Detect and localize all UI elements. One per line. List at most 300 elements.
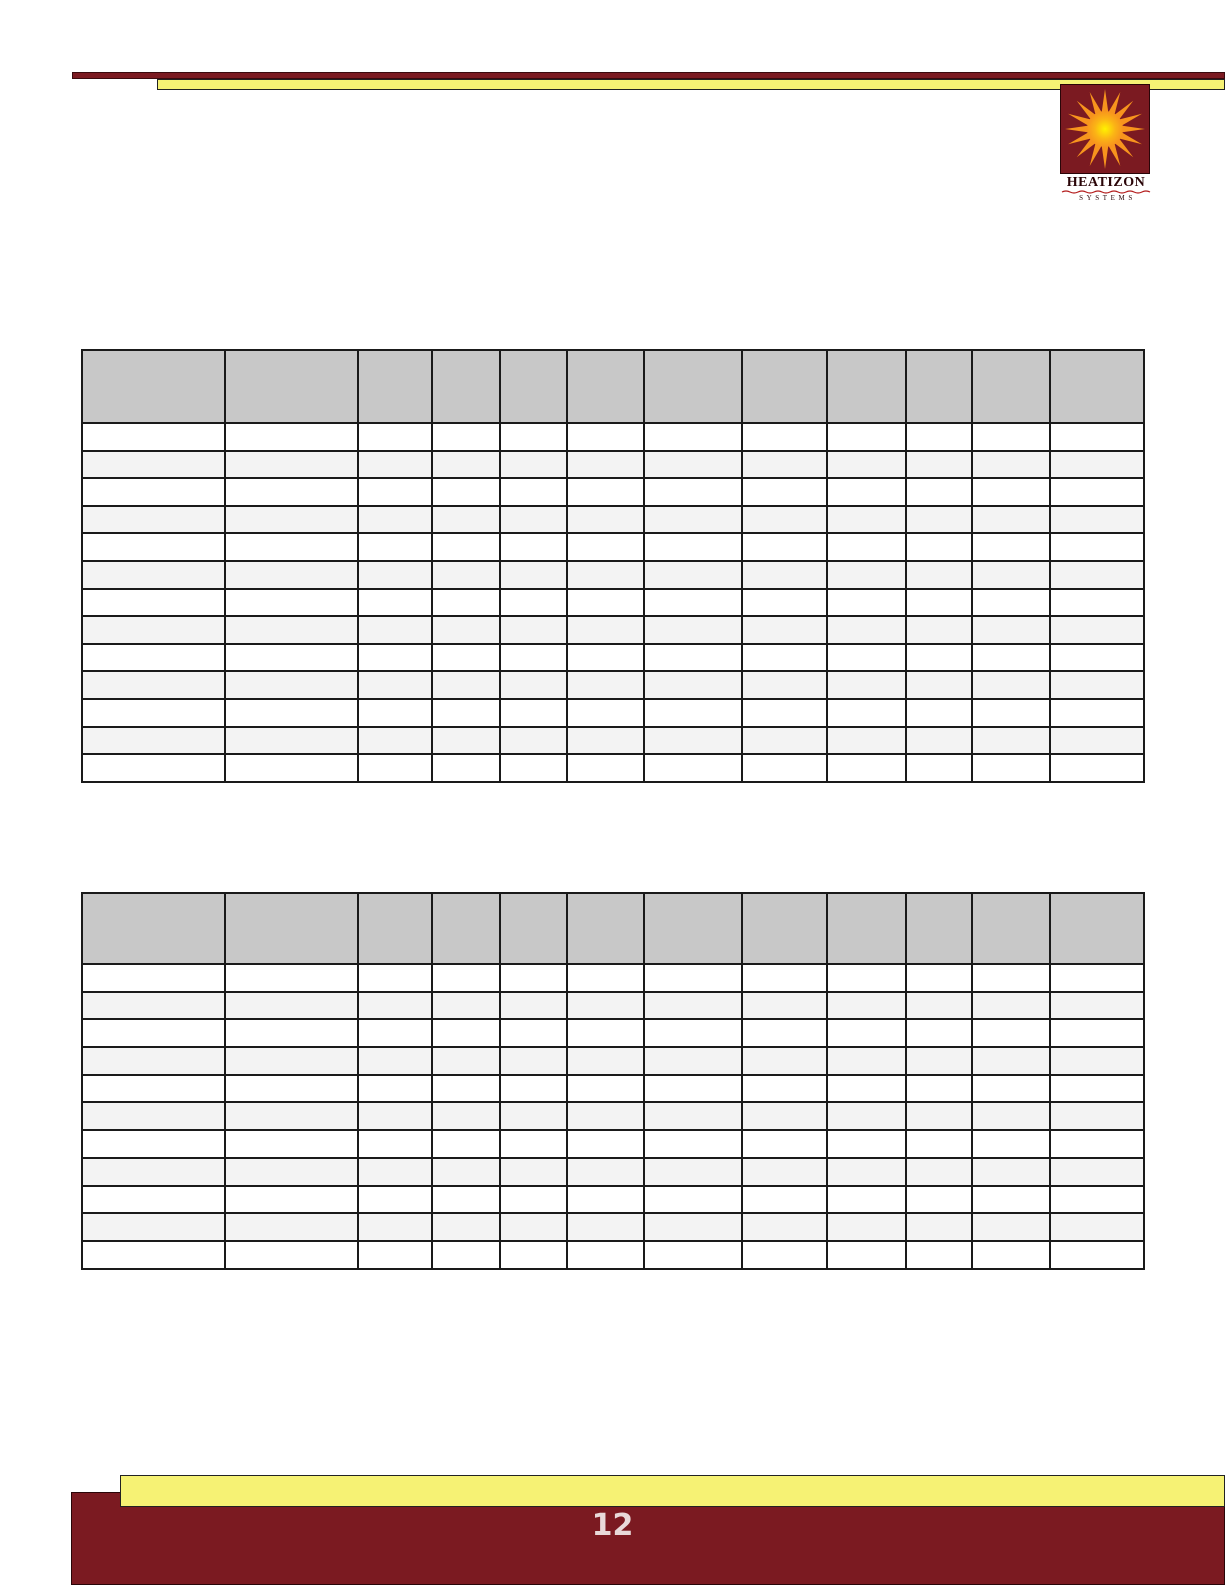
table-cell (358, 1130, 432, 1158)
table-cell (432, 992, 500, 1020)
table-cell (1050, 616, 1144, 644)
table-cell (567, 533, 644, 561)
header-cell (742, 893, 827, 964)
table-cell (82, 671, 225, 699)
table-cell (225, 644, 358, 672)
table-cell (225, 699, 358, 727)
table-cell (82, 1186, 225, 1214)
table-cell (906, 1158, 972, 1186)
table-cell (827, 1241, 906, 1269)
table-cell (432, 1213, 500, 1241)
table-cell (432, 1186, 500, 1214)
table-cell (500, 671, 567, 699)
table-row (82, 561, 1144, 589)
table-cell (432, 644, 500, 672)
table-cell (567, 992, 644, 1020)
table-cell (1050, 1130, 1144, 1158)
table-cell (742, 616, 827, 644)
table-cell (500, 727, 567, 755)
table-cell (827, 561, 906, 589)
table-cell (82, 506, 225, 534)
table-cell (972, 671, 1050, 699)
table-cell (906, 1047, 972, 1075)
header-cell (500, 893, 567, 964)
table-cell (1050, 699, 1144, 727)
table-cell (742, 1019, 827, 1047)
table-cell (906, 1075, 972, 1103)
table-cell (225, 533, 358, 561)
table-cell (972, 754, 1050, 782)
table-cell (500, 1019, 567, 1047)
table-cell (742, 1047, 827, 1075)
table-cell (1050, 506, 1144, 534)
table-row (82, 1019, 1144, 1047)
header-cell (82, 350, 225, 423)
table-cell (972, 699, 1050, 727)
table-cell (742, 423, 827, 451)
table-cell (827, 727, 906, 755)
table-cell (972, 506, 1050, 534)
table-cell (432, 1075, 500, 1103)
table-cell (827, 1158, 906, 1186)
table-cell (225, 727, 358, 755)
table-cell (500, 992, 567, 1020)
table-cell (500, 478, 567, 506)
table-cell (972, 1213, 1050, 1241)
table-cell (358, 561, 432, 589)
table-cell (1050, 1047, 1144, 1075)
table-row (82, 1130, 1144, 1158)
table-cell (358, 964, 432, 992)
table-cell (906, 992, 972, 1020)
table-cell (742, 589, 827, 617)
table-cell (358, 1102, 432, 1130)
header-cell (225, 350, 358, 423)
table-cell (358, 1158, 432, 1186)
table-cell (644, 616, 742, 644)
table-cell (432, 478, 500, 506)
table-cell (827, 1075, 906, 1103)
table-cell (972, 616, 1050, 644)
table-cell (432, 589, 500, 617)
logo-box (1060, 84, 1150, 174)
table-cell (358, 727, 432, 755)
table-cell (906, 727, 972, 755)
table-cell (500, 561, 567, 589)
page-number: 12 (591, 1508, 634, 1543)
table-cell (1050, 754, 1144, 782)
header-cell (972, 350, 1050, 423)
table-cell (225, 478, 358, 506)
table-row (82, 423, 1144, 451)
table-cell (827, 616, 906, 644)
table-cell (827, 478, 906, 506)
table-cell (500, 644, 567, 672)
table-cell (567, 1019, 644, 1047)
table-cell (432, 423, 500, 451)
table-cell (432, 1102, 500, 1130)
table-cell (500, 754, 567, 782)
table-cell (906, 699, 972, 727)
table-cell (972, 478, 1050, 506)
table-cell (827, 671, 906, 699)
table-cell (82, 533, 225, 561)
table-cell (1050, 1102, 1144, 1130)
table-cell (906, 506, 972, 534)
table-cell (906, 478, 972, 506)
table-cell (644, 727, 742, 755)
table-cell (644, 1130, 742, 1158)
table-cell (1050, 1186, 1144, 1214)
table-cell (906, 964, 972, 992)
table-cell (82, 478, 225, 506)
table-cell (742, 1186, 827, 1214)
table-cell (500, 506, 567, 534)
table-cell (358, 671, 432, 699)
header-cell (225, 893, 358, 964)
table-cell (742, 1075, 827, 1103)
table-header-row (82, 350, 1144, 423)
table-row (82, 699, 1144, 727)
table-row (82, 754, 1144, 782)
table-cell (567, 644, 644, 672)
table-cell (1050, 1019, 1144, 1047)
table-row (82, 1075, 1144, 1103)
table-cell (1050, 644, 1144, 672)
table-cell (567, 589, 644, 617)
table-cell (82, 616, 225, 644)
table-cell (358, 1047, 432, 1075)
table-cell (432, 451, 500, 479)
table-cell (972, 1102, 1050, 1130)
table-cell (225, 992, 358, 1020)
table-cell (432, 506, 500, 534)
footer-yellow-band (120, 1475, 1225, 1507)
table-cell (644, 671, 742, 699)
table-cell (500, 423, 567, 451)
table-row (82, 1047, 1144, 1075)
table-cell (972, 423, 1050, 451)
table-cell (358, 1213, 432, 1241)
header-cell (742, 350, 827, 423)
table-cell (972, 1130, 1050, 1158)
table-cell (432, 561, 500, 589)
table-cell (82, 1130, 225, 1158)
table-cell (742, 671, 827, 699)
table-cell (225, 506, 358, 534)
table-cell (827, 644, 906, 672)
table-cell (906, 1213, 972, 1241)
table-cell (644, 478, 742, 506)
table-cell (742, 478, 827, 506)
table-cell (567, 1213, 644, 1241)
table-cell (567, 451, 644, 479)
table-cell (225, 1158, 358, 1186)
table-cell (972, 1158, 1050, 1186)
table-cell (432, 1158, 500, 1186)
table-cell (567, 1102, 644, 1130)
table-cell (742, 1102, 827, 1130)
table-cell (225, 1075, 358, 1103)
table-cell (500, 1130, 567, 1158)
table-cell (1050, 671, 1144, 699)
table-cell (82, 561, 225, 589)
table-cell (567, 727, 644, 755)
table-cell (358, 616, 432, 644)
table-cell (1050, 1075, 1144, 1103)
table-cell (358, 1075, 432, 1103)
table-cell (644, 423, 742, 451)
table-cell (567, 616, 644, 644)
table-cell (82, 1019, 225, 1047)
table-row (82, 506, 1144, 534)
table-cell (972, 964, 1050, 992)
table-cell (500, 1102, 567, 1130)
table-cell (644, 506, 742, 534)
table-cell (1050, 964, 1144, 992)
logo-name: HEATIZON (1066, 175, 1146, 190)
header-cell (972, 893, 1050, 964)
heatizon-logo (1060, 84, 1152, 202)
table-cell (500, 699, 567, 727)
table-cell (827, 1186, 906, 1214)
table-cell (972, 992, 1050, 1020)
table-cell (827, 754, 906, 782)
table-cell (567, 1130, 644, 1158)
table-cell (827, 451, 906, 479)
table-cell (567, 754, 644, 782)
table-cell (225, 423, 358, 451)
table-cell (644, 1047, 742, 1075)
table-cell (742, 533, 827, 561)
table-cell (358, 1241, 432, 1269)
table-cell (644, 1158, 742, 1186)
table-cell (972, 589, 1050, 617)
table-cell (644, 754, 742, 782)
table-cell (1050, 478, 1144, 506)
table-row (82, 644, 1144, 672)
table-cell (644, 1019, 742, 1047)
table-row (82, 533, 1144, 561)
header-cell (500, 350, 567, 423)
table-cell (972, 1019, 1050, 1047)
table-row (82, 727, 1144, 755)
table-cell (827, 1130, 906, 1158)
table-cell (358, 992, 432, 1020)
table-cell (972, 1075, 1050, 1103)
table-cell (225, 671, 358, 699)
table-row (82, 451, 1144, 479)
table-cell (225, 1130, 358, 1158)
table-cell (742, 754, 827, 782)
table-cell (827, 1019, 906, 1047)
table-cell (972, 727, 1050, 755)
table-cell (972, 1186, 1050, 1214)
table-cell (225, 1102, 358, 1130)
table-cell (742, 1158, 827, 1186)
table-cell (500, 1158, 567, 1186)
table-cell (358, 589, 432, 617)
table-cell (225, 1047, 358, 1075)
sun-icon (1061, 85, 1149, 173)
table-cell (225, 1186, 358, 1214)
table-cell (906, 644, 972, 672)
table-cell (500, 964, 567, 992)
table-cell (1050, 1213, 1144, 1241)
table-cell (906, 561, 972, 589)
table-cell (82, 964, 225, 992)
table-row (82, 1158, 1144, 1186)
table-cell (432, 671, 500, 699)
table-cell (567, 423, 644, 451)
table-cell (358, 754, 432, 782)
table-row (82, 671, 1144, 699)
table-cell (432, 727, 500, 755)
header-cell (906, 893, 972, 964)
header-cell (567, 893, 644, 964)
table-cell (225, 589, 358, 617)
table-cell (82, 1047, 225, 1075)
table-cell (827, 506, 906, 534)
table-cell (972, 561, 1050, 589)
table-cell (644, 699, 742, 727)
table-cell (742, 644, 827, 672)
table-cell (225, 561, 358, 589)
table-cell (500, 533, 567, 561)
table-cell (358, 1186, 432, 1214)
table-cell (1050, 1158, 1144, 1186)
table-cell (827, 589, 906, 617)
table-cell (906, 1241, 972, 1269)
table-cell (742, 1213, 827, 1241)
table-cell (432, 1130, 500, 1158)
table-cell (358, 1019, 432, 1047)
table-cell (500, 1186, 567, 1214)
header-cell (82, 893, 225, 964)
table-cell (644, 561, 742, 589)
table-cell (225, 1213, 358, 1241)
table-cell (1050, 561, 1144, 589)
table-cell (82, 1213, 225, 1241)
table-cell (500, 1213, 567, 1241)
table-cell (906, 1186, 972, 1214)
table-row (82, 589, 1144, 617)
table-cell (1050, 533, 1144, 561)
table-cell (432, 616, 500, 644)
header-cell (432, 893, 500, 964)
table-cell (358, 533, 432, 561)
header-maroon-band (72, 72, 1225, 79)
table-cell (82, 1102, 225, 1130)
table-cell (906, 1019, 972, 1047)
table-cell (827, 992, 906, 1020)
header-cell (827, 350, 906, 423)
table-cell (644, 533, 742, 561)
table-cell (906, 754, 972, 782)
table-cell (432, 533, 500, 561)
table-cell (827, 423, 906, 451)
table-cell (82, 644, 225, 672)
table-cell (906, 533, 972, 561)
table-cell (906, 451, 972, 479)
table-cell (644, 992, 742, 1020)
table-cell (827, 1102, 906, 1130)
table-cell (432, 964, 500, 992)
table-cell (500, 1047, 567, 1075)
table-cell (742, 992, 827, 1020)
table-cell (972, 451, 1050, 479)
header-cell (827, 893, 906, 964)
table-cell (567, 699, 644, 727)
table-cell (567, 1047, 644, 1075)
table-cell (827, 533, 906, 561)
table-cell (225, 616, 358, 644)
table-cell (972, 1241, 1050, 1269)
table-cell (567, 1241, 644, 1269)
table-header-row (82, 893, 1144, 964)
table-cell (82, 727, 225, 755)
table-cell (500, 451, 567, 479)
table-cell (1050, 451, 1144, 479)
header-cell (358, 893, 432, 964)
table-cell (225, 754, 358, 782)
table-row (82, 1213, 1144, 1241)
table-cell (742, 727, 827, 755)
table-cell (225, 1019, 358, 1047)
table-cell (567, 478, 644, 506)
header-cell (567, 350, 644, 423)
table-cell (644, 1075, 742, 1103)
table-cell (225, 964, 358, 992)
header-cell (644, 350, 742, 423)
table-cell (358, 478, 432, 506)
table-cell (742, 561, 827, 589)
table-cell (358, 451, 432, 479)
table-cell (567, 1075, 644, 1103)
table-cell (644, 589, 742, 617)
table-cell (827, 1213, 906, 1241)
table-cell (742, 1241, 827, 1269)
table-cell (644, 1186, 742, 1214)
table-cell (742, 1130, 827, 1158)
table-cell (82, 699, 225, 727)
table-cell (358, 506, 432, 534)
table-cell (432, 1047, 500, 1075)
table-cell (358, 644, 432, 672)
table-cell (1050, 423, 1144, 451)
table-cell (432, 1019, 500, 1047)
table-cell (432, 754, 500, 782)
table-cell (500, 589, 567, 617)
table-cell (972, 1047, 1050, 1075)
table-cell (432, 699, 500, 727)
table-cell (827, 699, 906, 727)
table-cell (906, 589, 972, 617)
header-cell (644, 893, 742, 964)
table-cell (567, 671, 644, 699)
table-row (82, 478, 1144, 506)
table-cell (82, 589, 225, 617)
table-cell (1050, 727, 1144, 755)
table-cell (644, 451, 742, 479)
table-cell (906, 423, 972, 451)
table-cell (906, 616, 972, 644)
table-cell (500, 1241, 567, 1269)
table-cell (225, 1241, 358, 1269)
table-cell (1050, 1241, 1144, 1269)
table-row (82, 992, 1144, 1020)
table-cell (644, 1102, 742, 1130)
